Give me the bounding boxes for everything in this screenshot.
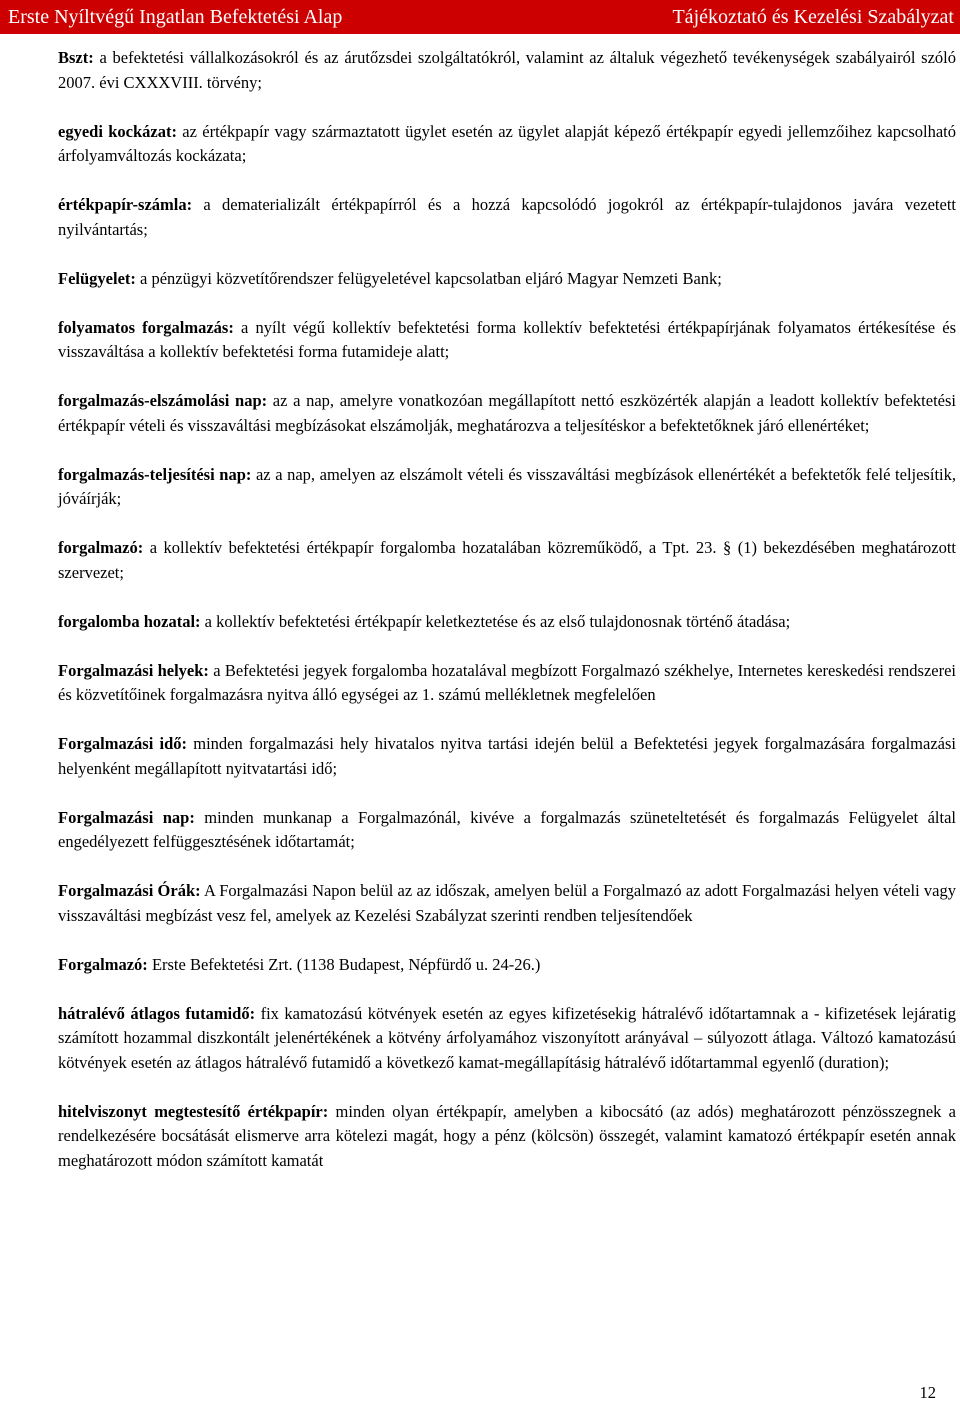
- definition-text: a pénzügyi közvetítőrendszer felügyeletével kapcsolatban eljáró Magyar Nemzeti Bank;: [135, 268, 722, 288]
- definition-term: forgalmazó:: [58, 538, 144, 557]
- definition-term: forgalmazás-elszámolási nap:: [58, 391, 268, 410]
- definition-term: egyedi kockázat:: [58, 121, 177, 141]
- definition-text: a dematerializált értékpapírról és a hozzá kapcsolódó jogokról az értékpapír-tulajdonos javára vezetett nyilvántartás;: [58, 195, 956, 239]
- definitions-list: [58, 46, 956, 1173]
- definition-text: minden munkanap a Forgalmazónál, kivéve a forgalmazás szüneteltetését és forgalmazás Felügyelet által engedélyezett felfüggesztésének időtartamát;: [58, 807, 956, 851]
- header-fund-title: Erste Nyíltvégű Ingatlan Befektetési Alap: [8, 6, 343, 28]
- definition-term: Bszt:: [58, 48, 94, 67]
- definition-term: Forgalmazási Órák:: [58, 881, 201, 900]
- definition-text: a befektetési vállalkozásokról és az árutőzsdei szolgáltatókról, valamint az általuk végezhető tevékenységek szabályairól szóló 2007. évi CXXXVIII. törvény;: [58, 48, 956, 92]
- definition-forgalmazo: [58, 536, 956, 585]
- definition-bszt: [58, 46, 956, 95]
- definition-forgalmazo-ceg: [58, 953, 956, 978]
- definition-text: a kollektív befektetési értékpapír keletkeztetése és az első tulajdonosnak történő átadása;: [200, 611, 791, 631]
- definition-term: Forgalmazó:: [58, 954, 148, 974]
- definition-hitelviszonyt-megtestesito-ertekpapir: [58, 1100, 956, 1174]
- definition-felugyelet: [58, 267, 956, 292]
- definition-forgalmazasi-orak: [58, 879, 956, 928]
- definition-egyedi-kockazat: [58, 120, 956, 169]
- definition-term: értékpapír-számla:: [58, 195, 193, 214]
- page-number: 12: [919, 1383, 936, 1402]
- page-header: [0, 0, 960, 34]
- definition-hatralevo-atlagos-futamido: [58, 1002, 956, 1076]
- definition-text: az értékpapír vagy származtatott ügylet esetén az ügylet alapját képező értékpapír egyedi jellemzőihez kapcsolható árfolyamváltozás kockázata;: [58, 121, 956, 165]
- definition-term: Forgalmazási helyek:: [58, 660, 209, 680]
- definition-forgalmazasi-nap: [58, 806, 956, 855]
- definition-text: Erste Befektetési Zrt. (1138 Budapest, Népfürdő u. 24-26.): [147, 954, 541, 974]
- definition-term: forgalmazás-teljesítési nap:: [58, 464, 252, 484]
- definition-text: minden forgalmazási hely hivatalos nyitva tartási idején belül a Befektetési jegyek forgalmazására forgalmazási helyenként megállapított nyitvatartási idő;: [58, 734, 956, 778]
- definition-forgalmazasi-ido: [58, 732, 956, 781]
- definition-ertekpapir-szamla: [58, 193, 956, 242]
- definition-text: A Forgalmazási Napon belül az az időszak, amelyen belül a Forgalmazó az adott Forgalmazási helyen vételi vagy visszaváltási megbízást vesz fel, amelyek az Kezelési Szabályzat szerinti rendben teljesítendőek: [58, 881, 956, 925]
- definition-text: az a nap, amelyen az elszámolt vételi és visszaváltási megbízások ellenértékét a befektetők felé teljesítik, jóváírják;: [58, 464, 956, 508]
- definition-text: a Befektetési jegyek forgalomba hozatalával megbízott Forgalmazó székhelye, Internetes kereskedési rendszerei és közvetítőinek forgalmazásra nyitva álló egységei az 1. számú mellékletnek megfelelően: [58, 660, 957, 704]
- definition-text: fix kamatozású kötvények esetén az egyes kifizetésekig hátralévő időtartamnak a - kifizetések lejáratig számított hozammal diszkontált jelenértékének a kötvény árfolyamához viszonyított arányával – súlyozott átlaga. Változó kamatozású kötvények esetén az átlagos hátralévő futamidő a következő kamat-megállapításig hátralévő időtartammal egyenlő (duration);: [58, 1003, 957, 1072]
- definition-forgalmazasi-helyek: [58, 659, 956, 708]
- definition-term: Forgalmazási nap:: [58, 807, 195, 827]
- definition-folyamatos-forgalmazas: [58, 316, 956, 365]
- definition-forgalmazas-teljesitesi-nap: [58, 463, 956, 512]
- definition-forgalmazas-elszamolasi-nap: [58, 389, 956, 438]
- definition-text: minden olyan értékpapír, amelyben a kibocsátó (az adós) meghatározott pénzösszegnek a rendelkezésére bocsátását elismerve arra kötelezi magát, hogy a pénz (kölcsön) összegét, valamint kamatozó értékpapír esetén annak meghatározott módon számított kamatát: [58, 1101, 957, 1170]
- definition-term: Forgalmazási idő:: [58, 734, 188, 753]
- definition-term: folyamatos forgalmazás:: [58, 317, 234, 337]
- definition-text: a nyílt végű kollektív befektetési forma kollektív befektetési értékpapírjának folyamatos értékesítése és visszaváltása a kollektív befektetési forma futamideje alatt;: [58, 317, 956, 361]
- definition-forgalomba-hozatal: [58, 610, 956, 635]
- definition-term: hitelviszonyt megtestesítő értékpapír:: [58, 1101, 329, 1121]
- definition-text: az a nap, amelyre vonatkozóan megállapított nettó eszközérték alapján a leadott kollektív befektetési értékpapír vételi és visszaváltási megbízásokat elszámolják, meghatározva a teljesítéskor a befektetőknek járó ellenértéket;: [58, 391, 956, 435]
- definition-text: a kollektív befektetési értékpapír forgalomba hozatalában közreműködő, a Tpt. 23. § (1) bekezdésében meghatározott szervezet;: [58, 538, 956, 582]
- definition-term: Felügyelet:: [58, 268, 136, 288]
- definition-term: hátralévő átlagos futamidő:: [58, 1003, 256, 1023]
- definition-term: forgalomba hozatal:: [58, 611, 201, 631]
- header-document-title: Tájékoztató és Kezelési Szabályzat: [672, 6, 954, 28]
